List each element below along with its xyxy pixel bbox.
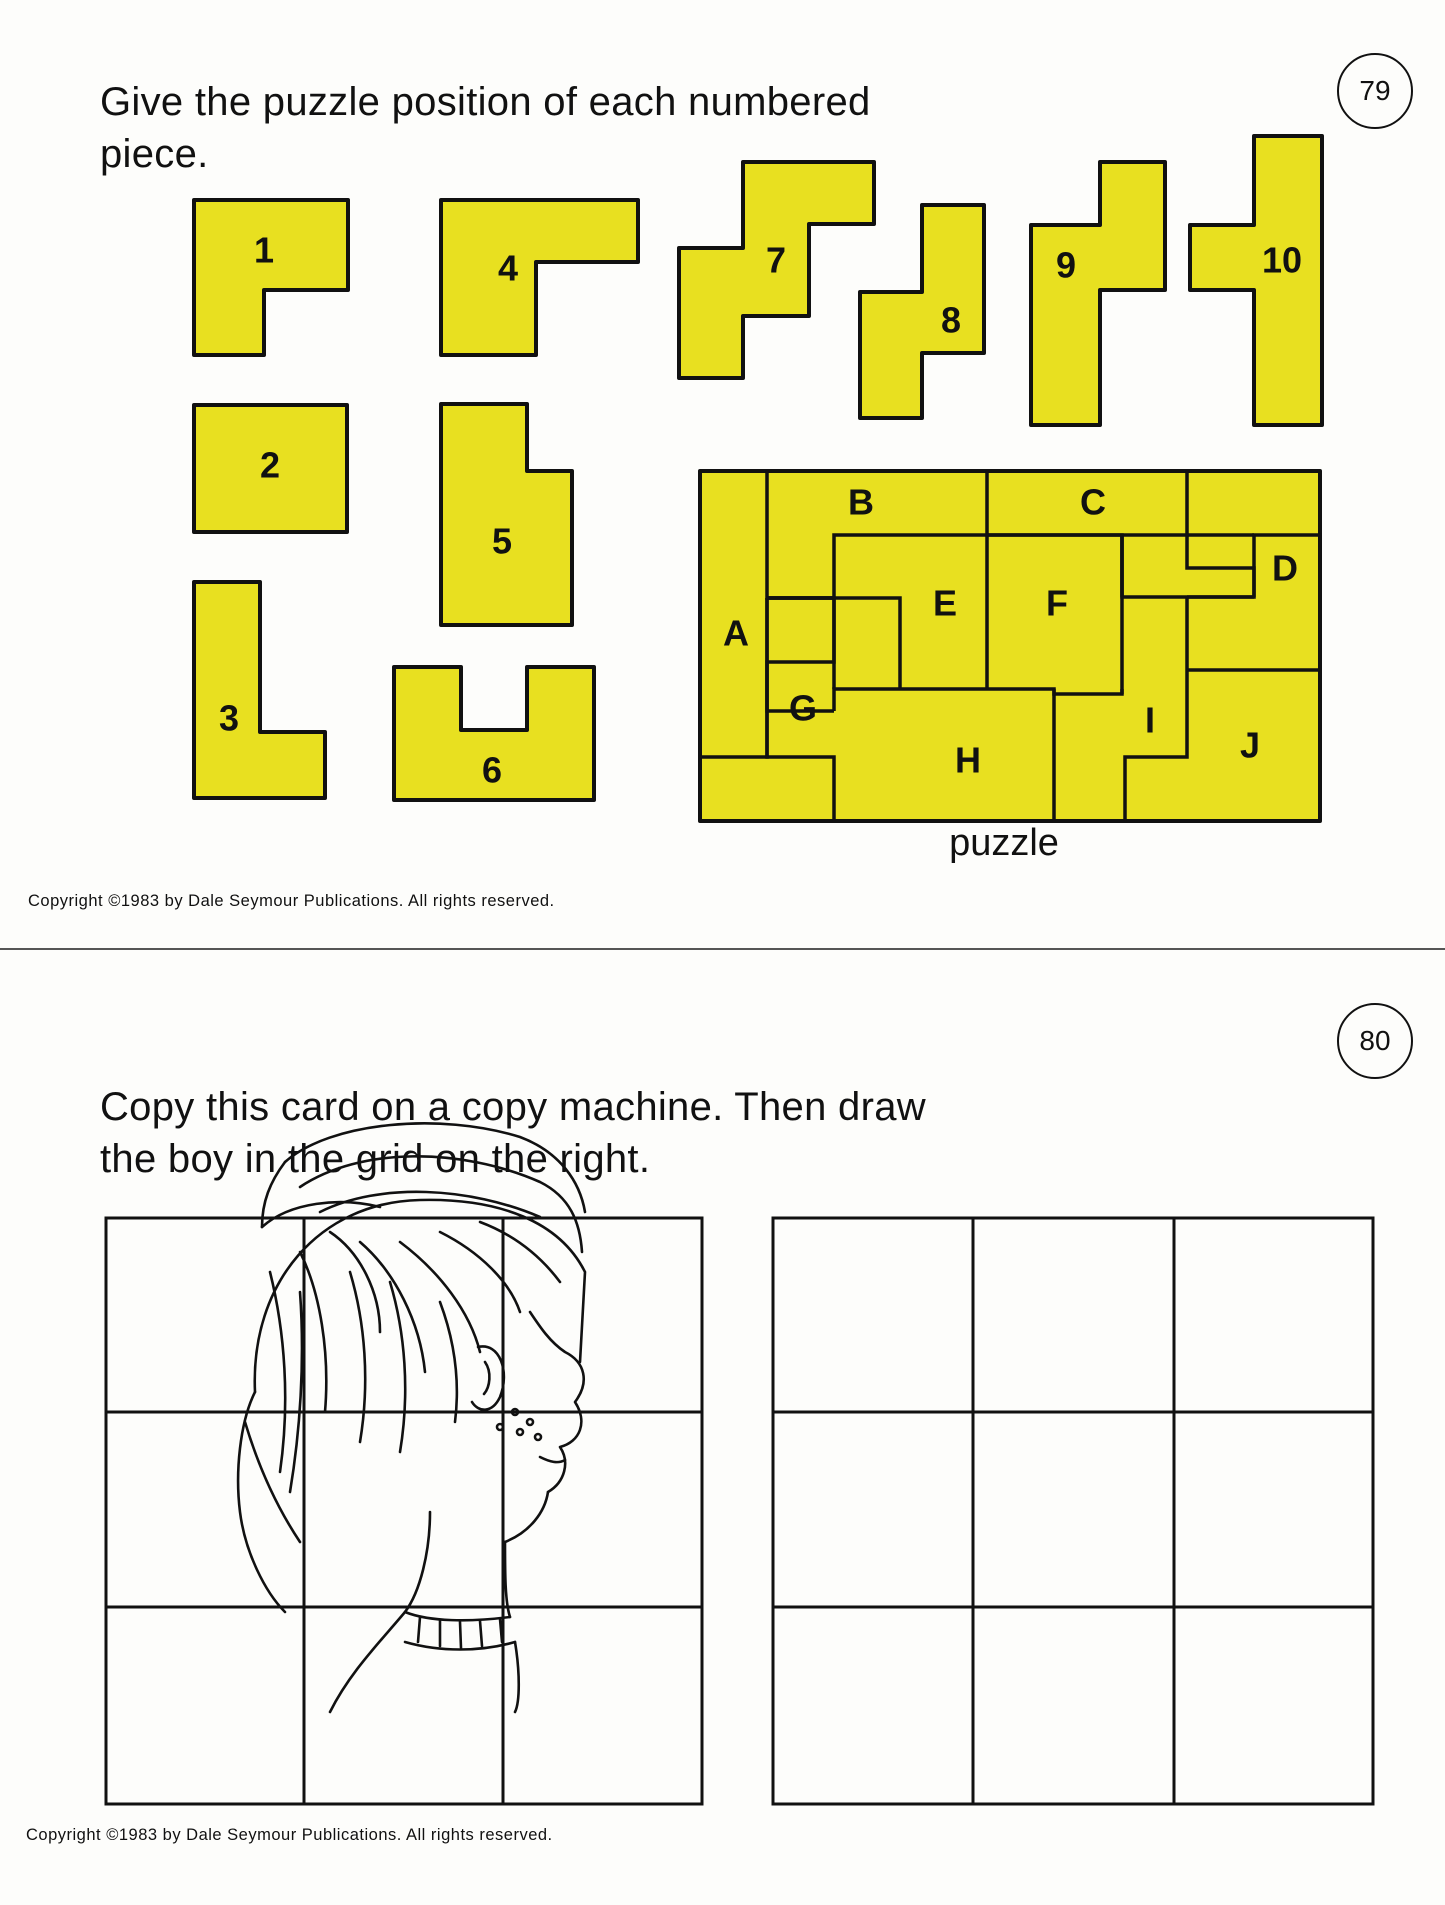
card-79 [0,0,1445,948]
piece-9-label: 9 [1055,244,1077,286]
card-number-label: 80 [1359,1025,1391,1056]
piece-3 [194,582,325,798]
puzzle-figure [0,0,1445,948]
piece-1 [194,200,348,355]
card-80 [0,952,1445,1905]
piece-3-label: 3 [218,697,240,739]
piece-4 [441,200,638,355]
piece-10-label: 10 [1261,239,1303,281]
piece-4-label: 4 [497,247,519,289]
piece-6 [394,667,594,800]
card-number-label: 79 [1359,75,1391,106]
puzzle-letter-b: B [848,481,874,523]
piece-8-label: 8 [940,299,962,341]
copyright-text: Copyright ©1983 by Dale Seymour Publications. All rights reserved. [28,892,555,910]
piece-7-label: 7 [765,239,787,281]
piece-6-label: 6 [481,749,503,791]
piece-8 [860,205,984,418]
piece-5 [441,404,572,625]
boy-drawing [238,1123,585,1712]
instruction-line-1: Give the puzzle position of each numbered [100,80,871,124]
card-divider [0,948,1445,950]
puzzle-letter-i: I [1144,699,1156,741]
piece-2 [194,405,347,532]
puzzle-letter-a: A [723,612,749,654]
piece-7 [679,162,874,378]
puzzle-letter-j: J [1239,724,1261,766]
puzzle-letter-c: C [1080,481,1106,523]
piece-10 [1190,136,1322,425]
puzzle-caption: puzzle [949,822,1059,864]
piece-5-label: 5 [491,520,513,562]
instruction-line-2: piece. [100,132,209,176]
puzzle-letter-f: F [1046,582,1068,624]
puzzle-letter-h: H [955,739,981,781]
drawing-grid[interactable] [773,1218,1373,1804]
puzzle-letter-g: G [788,687,818,729]
puzzle-letter-e: E [932,582,958,624]
copyright-text: Copyright ©1983 by Dale Seymour Publications. All rights reserved. [26,1826,553,1844]
puzzle-letter-d: D [1272,547,1298,589]
grid-figure [0,952,1445,1905]
source-grid [106,1218,702,1804]
piece-1-label: 1 [253,229,275,271]
piece-2-label: 2 [259,444,281,486]
instruction-line-2: the boy in the grid on the right. [100,1137,651,1181]
piece-9 [1031,162,1165,425]
assembled-puzzle [700,471,1320,821]
instruction-line-1: Copy this card on a copy machine. Then draw [100,1085,926,1129]
